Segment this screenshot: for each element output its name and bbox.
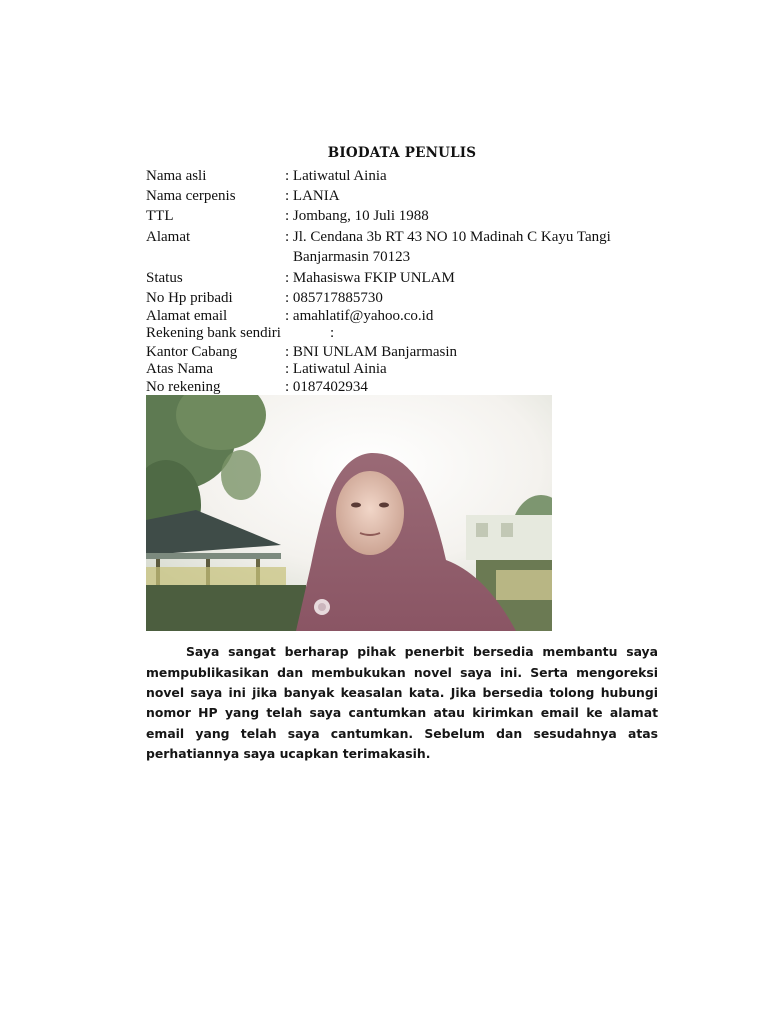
- request-paragraph: Saya sangat berharap pihak penerbit bersedia membantu saya mempublikasikan dan membukukan novel saya ini. Serta mengoreksi novel saya ini jika banyak keasalan kata. Jika bersedia tolong hubungi nomor HP yang telah saya cantumkan atau kirimkan email ke alamat email yang telah saya cantumkan. Sebelum dan sesudahnya atas perhatiannya saya ucapkan terimakasih.: [146, 644, 658, 761]
- field-label: Rekening bank sendiri: [146, 325, 281, 341]
- field-label: No Hp pribadi: [146, 290, 233, 306]
- author-photo: [146, 395, 552, 631]
- field-value: : Latiwatul Ainia: [285, 361, 387, 377]
- field-value: : 0187402934: [285, 379, 368, 395]
- field-value: : LANIA: [285, 188, 340, 204]
- field-label: Atas Nama: [146, 361, 214, 377]
- field-value: : Latiwatul Ainia: [285, 168, 387, 184]
- field-label: Nama asli: [146, 168, 207, 184]
- field-label: Kantor Cabang: [146, 344, 238, 360]
- field-label: No rekening: [146, 379, 221, 395]
- document-title: BIODATA PENULIS: [327, 145, 477, 161]
- field-value: : Jombang, 10 Juli 1988: [285, 208, 429, 224]
- field-value: : Jl. Cendana 3b RT 43 NO 10 Madinah C Kayu Tangi: [285, 229, 611, 245]
- field-value: : 085717885730: [285, 290, 383, 306]
- field-label: Alamat: [146, 229, 191, 245]
- field-alamat-line2: Banjarmasin 70123: [293, 249, 411, 265]
- field-label: Nama cerpenis: [146, 188, 236, 204]
- field-label: Status: [146, 270, 183, 286]
- field-label: TTL: [146, 208, 174, 224]
- field-value: : BNI UNLAM Banjarmasin: [285, 344, 458, 360]
- field-value: : Mahasiswa FKIP UNLAM: [285, 270, 455, 286]
- field-rekening-colon: :: [330, 325, 335, 341]
- field-label: Alamat email: [146, 308, 228, 324]
- field-value: : amahlatif@yahoo.co.id: [285, 308, 434, 324]
